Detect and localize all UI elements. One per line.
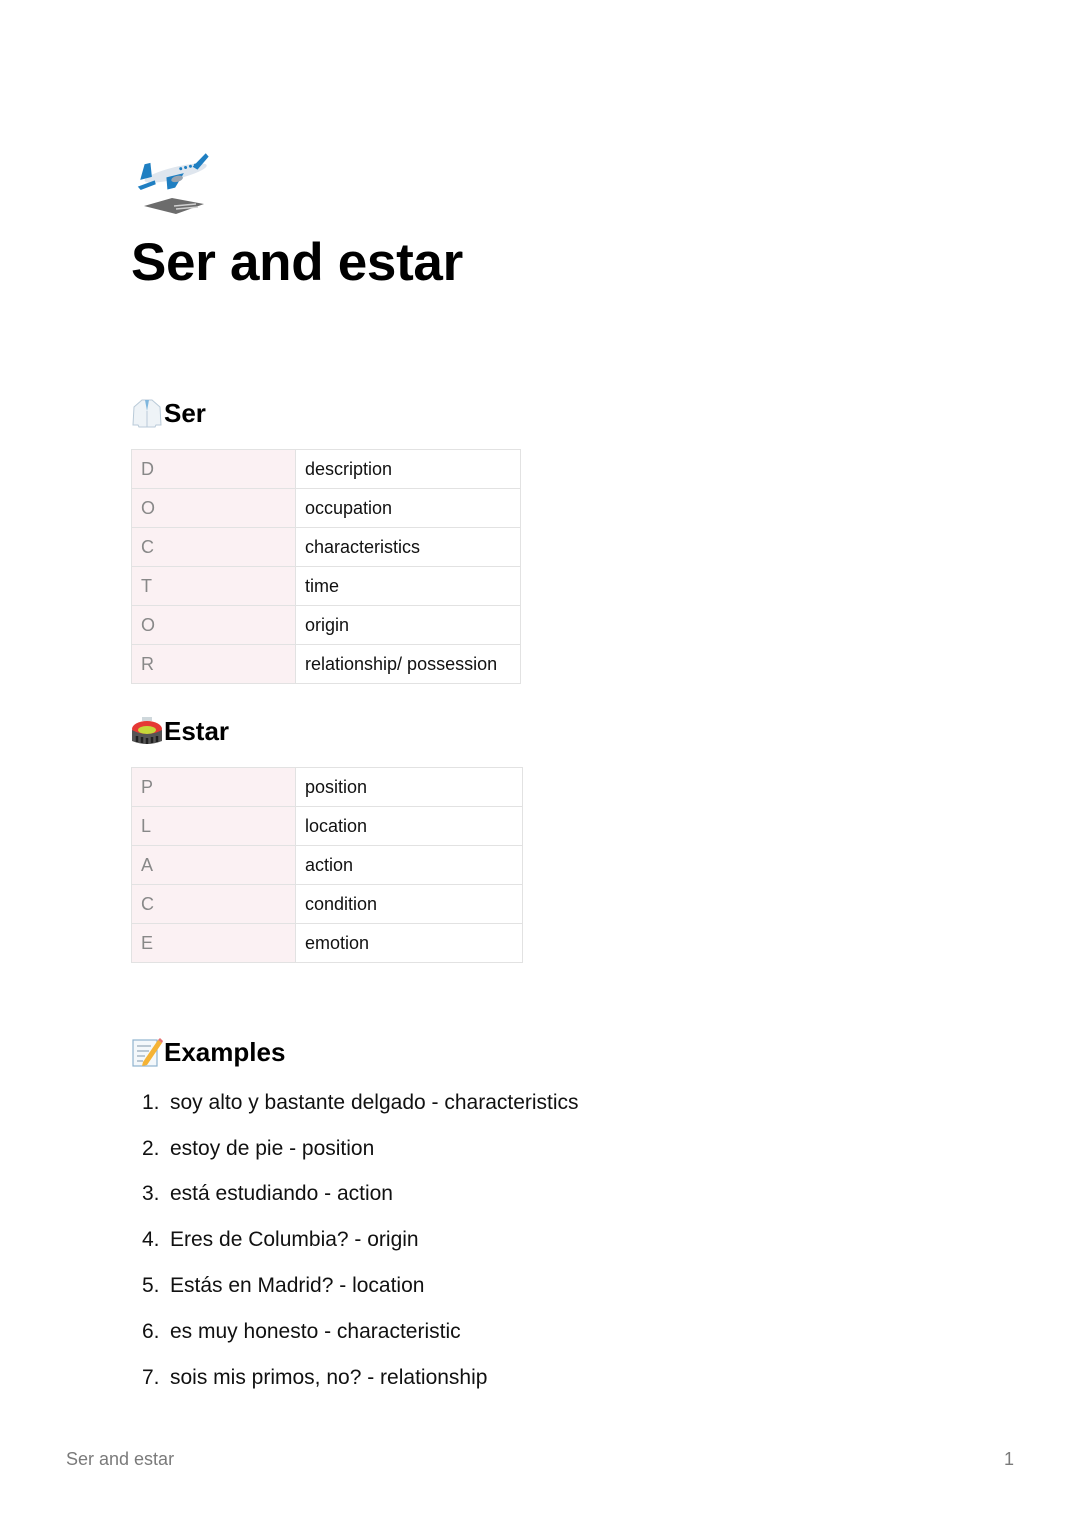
meaning-cell: location <box>296 807 523 846</box>
stadium-icon <box>131 715 163 747</box>
list-number: 6. <box>142 1319 160 1343</box>
letter-cell: L <box>132 807 296 846</box>
meaning-cell: emotion <box>296 924 523 963</box>
table-row <box>132 528 521 567</box>
meaning-cell: time <box>296 567 521 606</box>
examples-list <box>142 1080 579 1401</box>
meaning-cell: condition <box>296 885 523 924</box>
meaning-cell: origin <box>296 606 521 645</box>
list-number: 7. <box>142 1365 160 1389</box>
table-row <box>132 606 521 645</box>
ser-table <box>131 449 521 684</box>
meaning-cell: description <box>296 450 521 489</box>
list-item <box>142 1172 579 1218</box>
letter-cell: P <box>132 768 296 807</box>
letter-cell: O <box>132 606 296 645</box>
list-text: Eres de Columbia? - origin <box>170 1228 419 1252</box>
table-row <box>132 885 523 924</box>
list-text: es muy honesto - characteristic <box>170 1319 461 1343</box>
meaning-cell: occupation <box>296 489 521 528</box>
estar-table <box>131 767 523 963</box>
lab-coat-icon <box>131 397 163 429</box>
letter-cell: R <box>132 645 296 684</box>
examples-heading-text: Examples <box>164 1036 286 1067</box>
list-number: 3. <box>142 1182 160 1206</box>
meaning-cell: relationship/ possession <box>296 645 521 684</box>
list-item <box>142 1217 579 1263</box>
meaning-cell: action <box>296 846 523 885</box>
list-text: soy alto y bastante delgado - characteristics <box>170 1090 579 1114</box>
table-row <box>132 489 521 528</box>
list-text: Estás en Madrid? - location <box>170 1274 425 1298</box>
list-number: 5. <box>142 1274 160 1298</box>
airplane-departure-icon <box>132 150 214 220</box>
letter-cell: T <box>132 567 296 606</box>
table-row <box>132 768 523 807</box>
memo-pencil-icon <box>131 1036 163 1068</box>
list-item <box>142 1263 579 1309</box>
list-number: 4. <box>142 1228 160 1252</box>
table-row <box>132 567 521 606</box>
table-row <box>132 645 521 684</box>
list-text: sois mis primos, no? - relationship <box>170 1365 488 1389</box>
estar-heading-text: Estar <box>164 715 230 746</box>
letter-cell: C <box>132 885 296 924</box>
ser-heading <box>131 397 206 429</box>
list-number: 1. <box>142 1090 160 1114</box>
letter-cell: E <box>132 924 296 963</box>
letter-cell: D <box>132 450 296 489</box>
list-item <box>142 1080 579 1126</box>
list-number: 2. <box>142 1136 160 1160</box>
table-row <box>132 924 523 963</box>
list-text: estoy de pie - position <box>170 1136 375 1160</box>
ser-heading-text: Ser <box>164 397 206 428</box>
letter-cell: O <box>132 489 296 528</box>
list-item <box>142 1355 579 1401</box>
letter-cell: C <box>132 528 296 567</box>
list-item <box>142 1126 579 1172</box>
letter-cell: A <box>132 846 296 885</box>
footer-title: Ser and estar <box>66 1449 175 1469</box>
table-row <box>132 807 523 846</box>
estar-heading <box>131 715 229 747</box>
list-text: está estudiando - action <box>170 1182 393 1206</box>
page-title: Ser and estar <box>131 233 463 292</box>
footer-page-number: 1 <box>1003 1449 1014 1469</box>
meaning-cell: position <box>296 768 523 807</box>
table-row <box>132 846 523 885</box>
table-row <box>132 450 521 489</box>
meaning-cell: characteristics <box>296 528 521 567</box>
examples-heading <box>131 1036 285 1068</box>
list-item <box>142 1309 579 1355</box>
